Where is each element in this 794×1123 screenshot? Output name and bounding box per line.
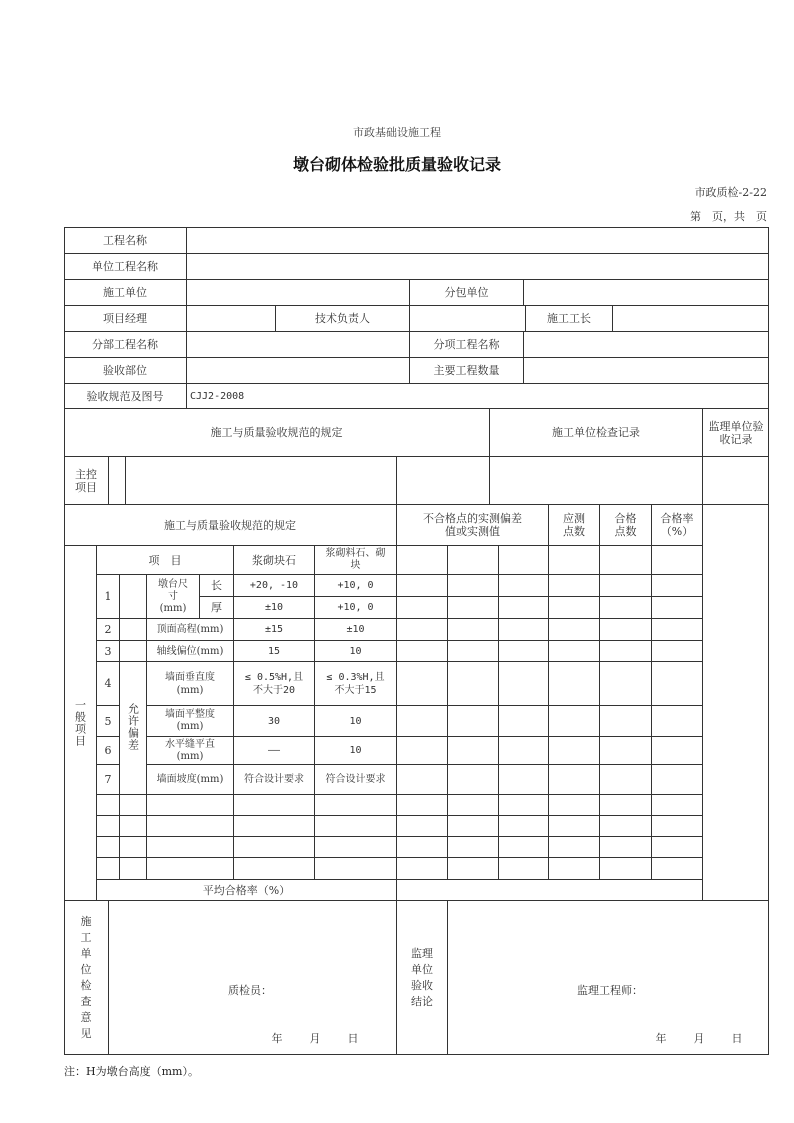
- should-count-header: 应测点数: [563, 512, 585, 538]
- label-foreman: 施工工长: [547, 312, 591, 325]
- label-unit-project-name: 单位工程名称: [92, 260, 158, 273]
- col-item-header: 项 目: [148, 553, 182, 567]
- footnote: 注：H为墩台高度（mm）。: [64, 1065, 199, 1078]
- row-sub-item: 长: [211, 579, 222, 592]
- row-value-b: 10: [349, 645, 362, 657]
- label-acceptance-part: 验收部位: [103, 364, 147, 377]
- row-value-a: ±10: [264, 602, 284, 613]
- inspector-label: 质检员：: [228, 983, 272, 997]
- label-project-name: 工程名称: [103, 234, 147, 247]
- row-item: 墩台尺寸(mm): [158, 578, 188, 614]
- row-value-b: 10: [349, 715, 362, 727]
- label-construction-unit: 施工单位: [103, 286, 147, 299]
- engineer-label: 监理工程师：: [577, 983, 643, 997]
- date-day: 日: [347, 1031, 359, 1045]
- row-value-a: ±15: [264, 624, 284, 635]
- construction-opinion-label: 施工单位检查意见: [80, 914, 92, 1040]
- row-value-b: ±10: [346, 624, 365, 635]
- row-value-b: +10, 0: [337, 580, 374, 591]
- row-no: 2: [104, 623, 112, 636]
- row-item: 墙面垂直度(mm): [165, 671, 215, 696]
- row-value-b: 符合设计要求: [325, 774, 386, 785]
- row-value-a: 符合设计要求: [244, 774, 304, 785]
- row-value-b: ≤ 0.3%H,且不大于15: [326, 671, 385, 696]
- row-value-b: 10: [349, 745, 362, 756]
- date-year: 年: [271, 1031, 283, 1045]
- col-slurry-stone-header: 浆砌块石: [252, 553, 296, 567]
- label-tech-lead: 技术负责人: [315, 312, 370, 325]
- general-label: 一般项目: [73, 699, 87, 747]
- row-value-a: 15: [267, 645, 281, 657]
- form-code: 市政质检-2-22: [694, 186, 767, 199]
- row-no: 7: [104, 773, 112, 786]
- label-division-name: 分部工程名称: [92, 338, 158, 351]
- general-spec-header: 施工与质量验收规范的规定: [164, 518, 296, 532]
- label-subcontract-unit: 分包单位: [444, 286, 489, 299]
- date-day: 日: [731, 1031, 743, 1045]
- date-month: 月: [309, 1031, 321, 1045]
- row-value-a: ——: [267, 745, 281, 756]
- main-check-header: 施工单位检查记录: [552, 426, 640, 439]
- col-slurry-material-header: 浆砌料石、砌块: [325, 548, 386, 571]
- main-supervisor-header: 监理单位验收记录: [708, 419, 764, 446]
- main-spec-header: 施工与质量验收规范的规定: [210, 426, 343, 439]
- row-value-a: ≤ 0.5%H,且不大于20: [244, 671, 304, 696]
- row-no: 4: [104, 677, 112, 690]
- average-pass-rate: 平均合格率（%）: [202, 883, 291, 897]
- label-project-manager: 项目经理: [103, 312, 147, 325]
- document-subtitle: 市政基础设施工程: [353, 126, 441, 139]
- label-main-quantity: 主要工程数量: [433, 364, 500, 377]
- row-item: 水平缝平直(mm): [165, 738, 215, 762]
- row-value-a: 30: [267, 715, 281, 727]
- spec-value: CJJ2-2008: [190, 390, 245, 402]
- allow-dev-label: 允许偏差: [126, 703, 140, 751]
- pass-rate-header: 合格率（%）: [660, 512, 694, 538]
- pass-count-header: 合格点数: [614, 512, 637, 538]
- row-item: 墙面平整度(mm): [165, 709, 215, 732]
- label-item-name: 分项工程名称: [433, 338, 500, 351]
- row-no: 5: [104, 714, 112, 728]
- row-no: 1: [104, 590, 112, 603]
- row-item: 墙面坡度(mm): [156, 774, 224, 785]
- row-item: 轴线偏位(mm): [156, 645, 224, 657]
- page-info: 第 页，共 页: [690, 210, 767, 223]
- fail-value-header: 不合格点的实测偏差值或实测值: [423, 512, 522, 538]
- row-no: 3: [104, 644, 112, 658]
- row-value-b: +10, 0: [337, 602, 374, 613]
- row-no: 6: [104, 744, 112, 757]
- date-year: 年: [655, 1031, 667, 1045]
- main-control-label: 主控项目: [75, 467, 97, 494]
- date-month: 月: [693, 1031, 705, 1045]
- document-title: 墩台砌体检验批质量验收记录: [292, 155, 501, 174]
- row-sub-item: 厚: [211, 601, 222, 614]
- label-spec: 验收规范及图号: [86, 389, 164, 403]
- supervision-conclusion-label: 监理单位验收结论: [411, 946, 433, 1008]
- row-value-a: +20, -10: [249, 580, 299, 591]
- row-item: 顶面高程(mm): [156, 624, 224, 635]
